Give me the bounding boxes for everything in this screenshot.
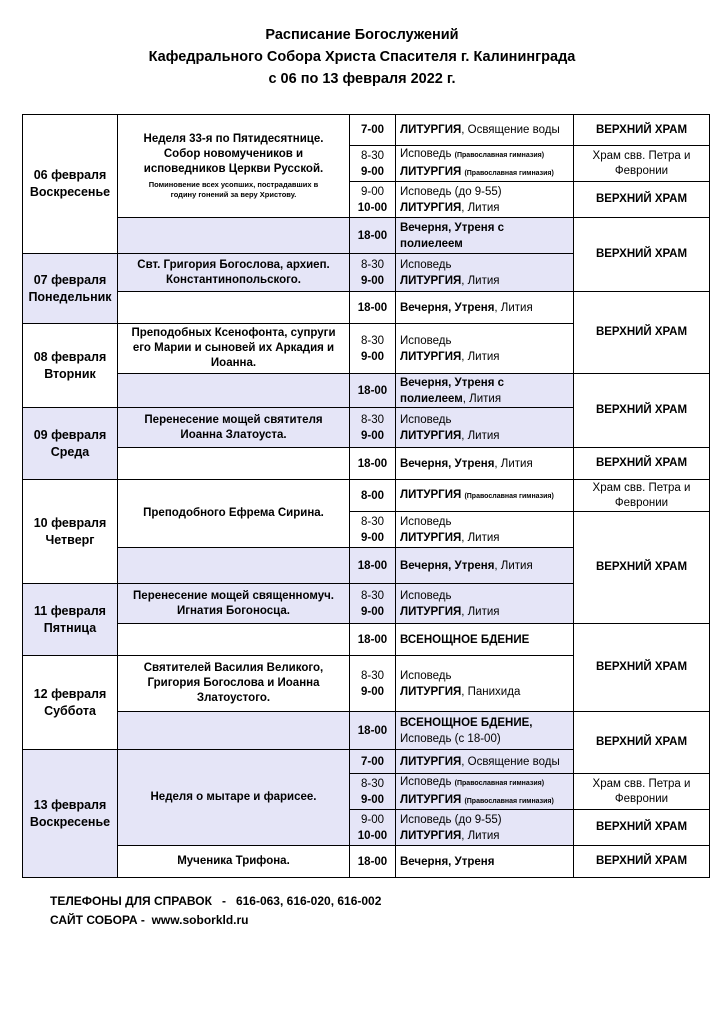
date-cell: 06 февраля Воскресенье xyxy=(22,114,118,254)
document-header xyxy=(0,24,724,90)
place-cell: Храм свв. Петра и Февронии xyxy=(574,480,710,512)
service-cell: Исповедь ЛИТУРГИЯ, Панихида xyxy=(396,656,574,712)
feast-cell-empty xyxy=(118,712,350,750)
footer-phones: ТЕЛЕФОНЫ ДЛЯ СПРАВОК - 616-063, 616-020, 616-002 xyxy=(50,894,382,908)
place-cell: ВЕРХНИЙ ХРАМ xyxy=(574,512,710,624)
header-title: Расписание Богослужений xyxy=(265,27,459,43)
place-cell: ВЕРХНИЙ ХРАМ xyxy=(574,448,710,480)
place-cell: ВЕРХНИЙ ХРАМ xyxy=(574,846,710,878)
service-cell: Вечерня, Утреня xyxy=(396,846,574,878)
header-cathedral: Кафедрального Собора Христа Спасителя г. Калининграда xyxy=(148,49,576,65)
service-cell: Вечерня, Утреня с полиелеем, Лития xyxy=(396,374,574,408)
service-cell: Вечерня, Утреня, Лития xyxy=(396,448,574,480)
service-cell: Исповедь (Православная гимназия) ЛИТУРГИЯ (Православная гимназия) xyxy=(396,774,574,810)
feast-cell: Святителей Василия Великого, Григория Богослова и Иоанна Златоустого. xyxy=(118,656,350,712)
date-cell: 11 февраля Пятница xyxy=(22,584,118,656)
time-cell: 18-00 xyxy=(350,712,396,750)
feast-cell-empty xyxy=(118,218,350,254)
place-cell: ВЕРХНИЙ ХРАМ xyxy=(574,712,710,774)
service-cell: Вечерня, Утреня, Лития xyxy=(396,548,574,584)
time-cell: 18-00 xyxy=(350,218,396,254)
service-cell: Вечерня, Утреня, Лития xyxy=(396,292,574,324)
date-cell: 13 февраля Воскресенье xyxy=(22,750,118,878)
service-cell: Исповедь ЛИТУРГИЯ, Лития xyxy=(396,254,574,292)
service-cell: Исповедь ЛИТУРГИЯ, Лития xyxy=(396,512,574,548)
feast-cell: Перенесение мощей священномуч. Игнатия Богоносца. xyxy=(118,584,350,624)
service-cell: Исповедь (Православная гимназия) ЛИТУРГИЯ (Православная гимназия) xyxy=(396,146,574,182)
time-cell: 8-30 9-00 xyxy=(350,512,396,548)
time-cell: 18-00 xyxy=(350,846,396,878)
feast-cell-empty xyxy=(118,624,350,656)
place-cell: ВЕРХНИЙ ХРАМ xyxy=(574,810,710,846)
feast-cell-empty xyxy=(118,448,350,480)
place-cell: ВЕРХНИЙ ХРАМ xyxy=(574,624,710,712)
date-cell: 07 февраля Понедельник xyxy=(22,254,118,324)
service-cell: ЛИТУРГИЯ (Православная гимназия) xyxy=(396,480,574,512)
place-cell: ВЕРХНИЙ ХРАМ xyxy=(574,218,710,292)
place-cell: ВЕРХНИЙ ХРАМ xyxy=(574,114,710,146)
time-cell: 8-30 9-00 xyxy=(350,774,396,810)
time-cell: 8-30 9-00 xyxy=(350,324,396,374)
schedule-table xyxy=(22,114,710,878)
service-cell: ЛИТУРГИЯ, Освящение воды xyxy=(396,750,574,774)
service-cell: Исповедь (до 9-55) ЛИТУРГИЯ, Лития xyxy=(396,810,574,846)
place-cell: ВЕРХНИЙ ХРАМ xyxy=(574,374,710,448)
place-cell: ВЕРХНИЙ ХРАМ xyxy=(574,292,710,374)
service-cell: ВСЕНОЩНОЕ БДЕНИЕ, Исповедь (с 18-00) xyxy=(396,712,574,750)
time-cell: 9-00 10-00 xyxy=(350,182,396,218)
feast-cell: Преподобного Ефрема Сирина. xyxy=(118,480,350,548)
service-cell: Вечерня, Утреня с полиелеем xyxy=(396,218,574,254)
date-cell: 09 февраля Среда xyxy=(22,408,118,480)
time-cell: 7-00 xyxy=(350,750,396,774)
time-cell: 8-30 9-00 xyxy=(350,254,396,292)
time-cell: 8-30 9-00 xyxy=(350,656,396,712)
feast-cell-empty xyxy=(118,548,350,584)
time-cell: 8-30 9-00 xyxy=(350,408,396,448)
date-cell: 12 февраля Суббота xyxy=(22,656,118,750)
service-cell: ЛИТУРГИЯ, Освящение воды xyxy=(396,114,574,146)
feast-cell: Преподобных Ксенофонта, супруги его Марии и сыновей их Аркадия и Иоанна. xyxy=(118,324,350,374)
service-cell: Исповедь ЛИТУРГИЯ, Лития xyxy=(396,408,574,448)
time-cell: 18-00 xyxy=(350,548,396,584)
time-cell: 8-30 9-00 xyxy=(350,146,396,182)
footer-site: САЙТ СОБОРА - www.soborkld.ru xyxy=(50,913,249,927)
place-cell: Храм свв. Петра и Февронии xyxy=(574,774,710,810)
service-cell: Исповедь ЛИТУРГИЯ, Лития xyxy=(396,584,574,624)
time-cell: 9-00 10-00 xyxy=(350,810,396,846)
feast-cell-empty xyxy=(118,292,350,324)
time-cell: 18-00 xyxy=(350,292,396,324)
feast-cell-empty xyxy=(118,374,350,408)
time-cell: 18-00 xyxy=(350,624,396,656)
feast-cell: Перенесение мощей святителя Иоанна Златоуста. xyxy=(118,408,350,448)
place-cell: ВЕРХНИЙ ХРАМ xyxy=(574,182,710,218)
time-cell: 18-00 xyxy=(350,374,396,408)
feast-cell: Неделя о мытаре и фарисее. xyxy=(118,750,350,846)
time-cell: 18-00 xyxy=(350,448,396,480)
document-footer xyxy=(50,892,381,930)
service-cell: Исповедь ЛИТУРГИЯ, Лития xyxy=(396,324,574,374)
service-cell: Исповедь (до 9-55) ЛИТУРГИЯ, Лития xyxy=(396,182,574,218)
feast-cell: Свт. Григория Богослова, архиеп. Константинопольского. xyxy=(118,254,350,292)
date-cell: 08 февраля Вторник xyxy=(22,324,118,408)
place-cell: Храм свв. Петра и Февронии xyxy=(574,146,710,182)
time-cell: 8-30 9-00 xyxy=(350,584,396,624)
feast-cell: Неделя 33-я по Пятидесятнице. Собор новомучеников и исповедников Церкви Русской. Поминовение всех усопших, пострадавших в годину гонений за веру Христову. xyxy=(118,114,350,218)
header-period: с 06 по 13 февраля 2022 г. xyxy=(268,71,456,87)
time-cell: 7-00 xyxy=(350,114,396,146)
service-cell: ВСЕНОЩНОЕ БДЕНИЕ xyxy=(396,624,574,656)
date-cell: 10 февраля Четверг xyxy=(22,480,118,584)
time-cell: 8-00 xyxy=(350,480,396,512)
feast-cell: Мученика Трифона. xyxy=(118,846,350,878)
